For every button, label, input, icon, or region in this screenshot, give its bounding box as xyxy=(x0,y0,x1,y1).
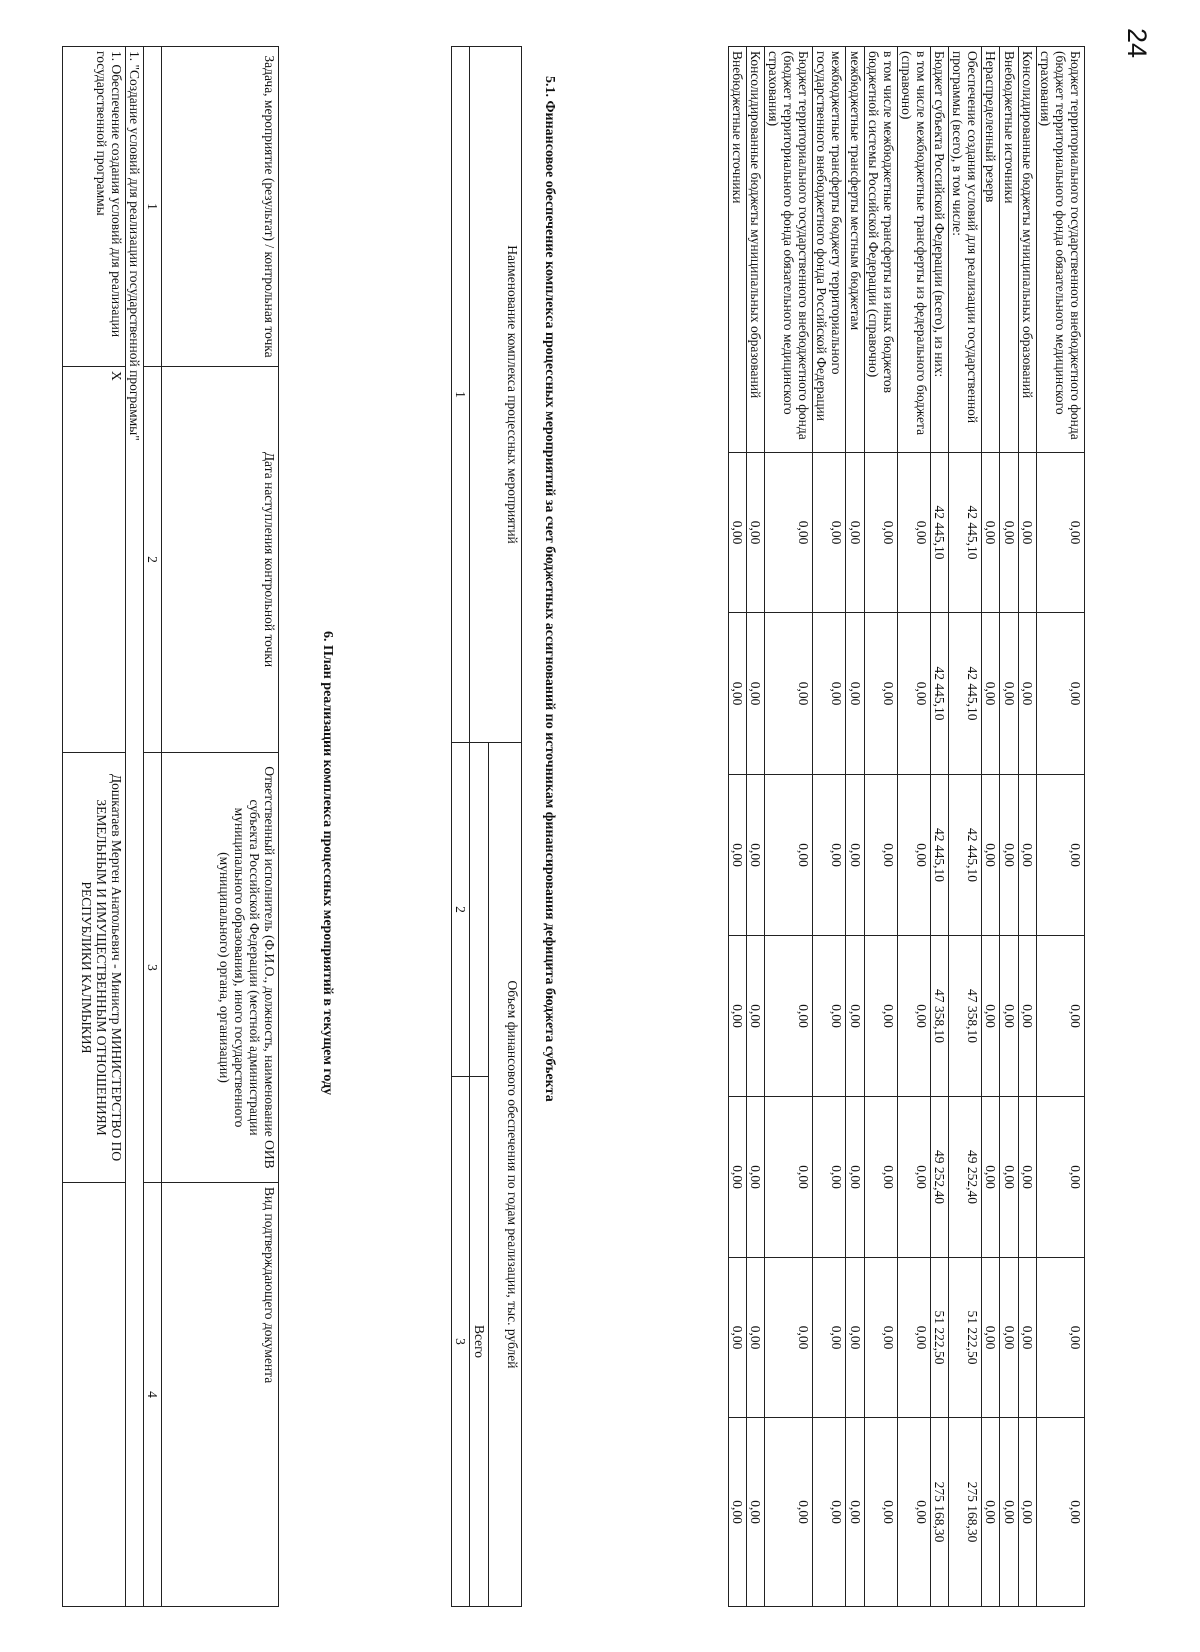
value-cell: 0,00 xyxy=(728,775,746,936)
value-cell: 0,00 xyxy=(864,1258,897,1418)
value-cell: 0,00 xyxy=(846,613,864,775)
value-cell: 0,00 xyxy=(813,775,846,936)
value-cell: 0,00 xyxy=(728,1258,746,1418)
value-cell: 0,00 xyxy=(1000,613,1018,775)
row-label: Обеспечение создания условий для реализации государственной программы (всего), в том числе: xyxy=(949,47,982,453)
table-row xyxy=(864,47,897,1607)
value-cell: 0,00 xyxy=(1000,1418,1018,1607)
financing-deficit-table xyxy=(451,46,522,1607)
value-cell: 0,00 xyxy=(764,1418,812,1607)
task-cell: 1. Обеспечение создания условий для реализации государственной программы xyxy=(62,47,125,367)
responsible-cell: Дошкатаев Мерген Анатольевич - Министр МИНИСТЕРСТВО ПО ЗЕМЕЛЬНЫМ И ИМУЩЕСТВЕННЫМ ОТНОШЕНИЯМ РЕСПУБЛИКИ КАЛМЫКИЯ xyxy=(62,753,125,1183)
value-cell: 0,00 xyxy=(1000,453,1018,613)
table-row xyxy=(728,47,746,1607)
table-row xyxy=(1018,47,1036,1607)
value-cell: 0,00 xyxy=(728,453,746,613)
value-cell: 0,00 xyxy=(728,1418,746,1607)
value-cell: 49 252,40 xyxy=(949,1097,982,1258)
value-cell: 0,00 xyxy=(864,1418,897,1607)
value-cell: 0,00 xyxy=(1036,613,1084,775)
value-cell: 0,00 xyxy=(982,1418,1000,1607)
table-row xyxy=(1000,47,1018,1607)
value-cell: 0,00 xyxy=(764,1097,812,1258)
value-cell: 0,00 xyxy=(813,1097,846,1258)
value-cell: 0,00 xyxy=(846,1258,864,1418)
section-6-title: 6. План реализации комплекса процессных мероприятий в текущем году xyxy=(320,631,335,1096)
col-num-3: 3 xyxy=(451,1077,469,1607)
document-cell xyxy=(62,1183,125,1607)
value-cell: 0,00 xyxy=(982,613,1000,775)
header-document: Вид подтверждающего документа xyxy=(162,1183,279,1607)
value-cell: 0,00 xyxy=(813,453,846,613)
value-cell: 0,00 xyxy=(846,1097,864,1258)
section-5-1-title: 5.1. Финансовое обеспечение комплекса процессных мероприятий за счет бюджетных ассигнований по источникам финансирования дефицита бюджета субъекта xyxy=(542,76,557,1102)
value-cell: 0,00 xyxy=(1036,936,1084,1097)
value-cell: 0,00 xyxy=(864,775,897,936)
col-num-4: 4 xyxy=(143,1183,161,1607)
row-label: межбюджетные трансферты местным бюджетам xyxy=(846,47,864,453)
value-cell: 0,00 xyxy=(813,1258,846,1418)
value-cell: 0,00 xyxy=(897,1258,930,1418)
value-cell: 0,00 xyxy=(728,936,746,1097)
value-cell: 0,00 xyxy=(746,1097,764,1258)
table-row xyxy=(897,47,930,1607)
col-num-1: 1 xyxy=(143,47,161,367)
value-cell: 0,00 xyxy=(1000,1258,1018,1418)
value-cell: 51 222,50 xyxy=(949,1258,982,1418)
col-num-2: 2 xyxy=(143,367,161,753)
value-cell: 0,00 xyxy=(897,1097,930,1258)
value-cell: 0,00 xyxy=(813,936,846,1097)
header-task: Задача, мероприятие (результат) / контрольная точка xyxy=(162,47,279,367)
value-cell: 0,00 xyxy=(897,613,930,775)
table-row xyxy=(949,47,982,1607)
row-label: Бюджет субъекта Российской Федерации (всего), из них: xyxy=(931,47,949,453)
col-num-2: 2 xyxy=(451,743,469,1077)
value-cell: 0,00 xyxy=(982,453,1000,613)
value-cell: 0,00 xyxy=(1036,453,1084,613)
value-cell: 0,00 xyxy=(1036,1258,1084,1418)
value-cell: 0,00 xyxy=(1018,453,1036,613)
value-cell: 0,00 xyxy=(1018,1097,1036,1258)
value-cell: 275 168,30 xyxy=(949,1418,982,1607)
value-cell: 0,00 xyxy=(1018,936,1036,1097)
value-cell: 0,00 xyxy=(1036,1097,1084,1258)
value-cell: 0,00 xyxy=(846,936,864,1097)
value-cell: 0,00 xyxy=(764,936,812,1097)
value-cell: 0,00 xyxy=(1018,613,1036,775)
value-cell: 42 445,10 xyxy=(949,775,982,936)
value-cell: 0,00 xyxy=(1000,936,1018,1097)
value-cell: 47 358,10 xyxy=(949,936,982,1097)
table-row xyxy=(846,47,864,1607)
table-row xyxy=(813,47,846,1607)
value-cell: 0,00 xyxy=(764,453,812,613)
row-label: межбюджетные трансферты бюджету территориального государственного внебюджетного фонда Российской Федерации xyxy=(813,47,846,453)
col-num-1: 1 xyxy=(451,47,469,743)
value-cell: 0,00 xyxy=(864,1097,897,1258)
row-label: Бюджет территориального государственного внебюджетного фонда (бюджет территориального фонда обязательного медицинского страхования) xyxy=(1036,47,1084,453)
table-row xyxy=(982,47,1000,1607)
value-cell: 0,00 xyxy=(813,1418,846,1607)
row-label: Консолидированные бюджеты муниципальных образований xyxy=(746,47,764,453)
budget-table xyxy=(728,46,1085,1607)
value-cell: 0,00 xyxy=(746,936,764,1097)
rotated-page-content xyxy=(0,46,1085,1606)
value-cell: 0,00 xyxy=(1036,775,1084,936)
value-cell: 0,00 xyxy=(897,775,930,936)
value-cell: 49 252,40 xyxy=(931,1097,949,1258)
date-cell: X xyxy=(62,367,125,753)
value-cell: 275 168,30 xyxy=(931,1418,949,1607)
value-cell: 0,00 xyxy=(846,775,864,936)
value-cell: 0,00 xyxy=(1000,1097,1018,1258)
table-row xyxy=(764,47,812,1607)
value-cell: 0,00 xyxy=(897,1418,930,1607)
value-cell: 42 445,10 xyxy=(931,775,949,936)
value-cell: 0,00 xyxy=(982,775,1000,936)
value-cell: 0,00 xyxy=(1018,1418,1036,1607)
table-row xyxy=(931,47,949,1607)
value-cell: 0,00 xyxy=(846,1418,864,1607)
value-cell: 51 222,50 xyxy=(931,1258,949,1418)
value-cell: 0,00 xyxy=(746,613,764,775)
header-complex-name: Наименование комплекса процессных мероприятий xyxy=(470,47,522,743)
value-cell: 42 445,10 xyxy=(949,453,982,613)
value-cell: 0,00 xyxy=(813,613,846,775)
col-num-3: 3 xyxy=(143,753,161,1183)
value-cell: 0,00 xyxy=(864,613,897,775)
value-cell: 0,00 xyxy=(728,1097,746,1258)
value-cell: 0,00 xyxy=(846,453,864,613)
group-row: 1. "Создание условий для реализации государственной программы" xyxy=(125,47,143,1607)
row-label: Консолидированные бюджеты муниципальных образований xyxy=(1018,47,1036,453)
value-cell: 0,00 xyxy=(982,1097,1000,1258)
value-cell: 42 445,10 xyxy=(931,453,949,613)
table-row xyxy=(746,47,764,1607)
row-label: Внебюджетные источники xyxy=(1000,47,1018,453)
value-cell: 0,00 xyxy=(746,1258,764,1418)
value-cell: 0,00 xyxy=(764,613,812,775)
header-responsible: Ответственный исполнитель (Ф.И.О., должность, наименование ОИВ субъекта Российской Федерации (местной администрации муниципального образования), иного государственного (муниципального) органа, организации) xyxy=(162,753,279,1183)
row-label: Бюджет территориального государственного внебюджетного фонда (бюджет территориального фонда обязательного медицинского страхования) xyxy=(764,47,812,453)
value-cell: 0,00 xyxy=(897,936,930,1097)
implementation-plan-table xyxy=(62,46,279,1607)
row-label: Внебюджетные источники xyxy=(728,47,746,453)
value-cell: 0,00 xyxy=(746,775,764,936)
value-cell: 0,00 xyxy=(764,775,812,936)
row-label: Нераспределенный резерв xyxy=(982,47,1000,453)
table-row xyxy=(1036,47,1084,1607)
page-number: 24 xyxy=(1122,28,1152,59)
value-cell: 47 358,10 xyxy=(931,936,949,1097)
value-cell: 0,00 xyxy=(764,1258,812,1418)
row-label: в том числе межбюджетные трансферты из федерального бюджета (справочно) xyxy=(897,47,930,453)
header-volume: Объем финансового обеспечения по годам реализации, тыс. рублей xyxy=(489,743,522,1607)
header-total: Всего xyxy=(470,1077,489,1607)
value-cell: 0,00 xyxy=(897,453,930,613)
value-cell: 0,00 xyxy=(746,1418,764,1607)
value-cell: 0,00 xyxy=(1018,1258,1036,1418)
value-cell: 0,00 xyxy=(982,936,1000,1097)
value-cell: 0,00 xyxy=(1000,775,1018,936)
value-cell: 0,00 xyxy=(728,613,746,775)
value-cell: 42 445,10 xyxy=(931,613,949,775)
value-cell: 0,00 xyxy=(864,453,897,613)
value-cell: 42 445,10 xyxy=(949,613,982,775)
value-cell: 0,00 xyxy=(1018,775,1036,936)
value-cell: 0,00 xyxy=(1036,1418,1084,1607)
header-date: Дата наступления контрольной точки xyxy=(162,367,279,753)
value-cell: 0,00 xyxy=(982,1258,1000,1418)
row-label: в том числе межбюджетные трансферты из иных бюджетов бюджетной системы Российской Федерации (справочно) xyxy=(864,47,897,453)
value-cell: 0,00 xyxy=(864,936,897,1097)
value-cell: 0,00 xyxy=(746,453,764,613)
